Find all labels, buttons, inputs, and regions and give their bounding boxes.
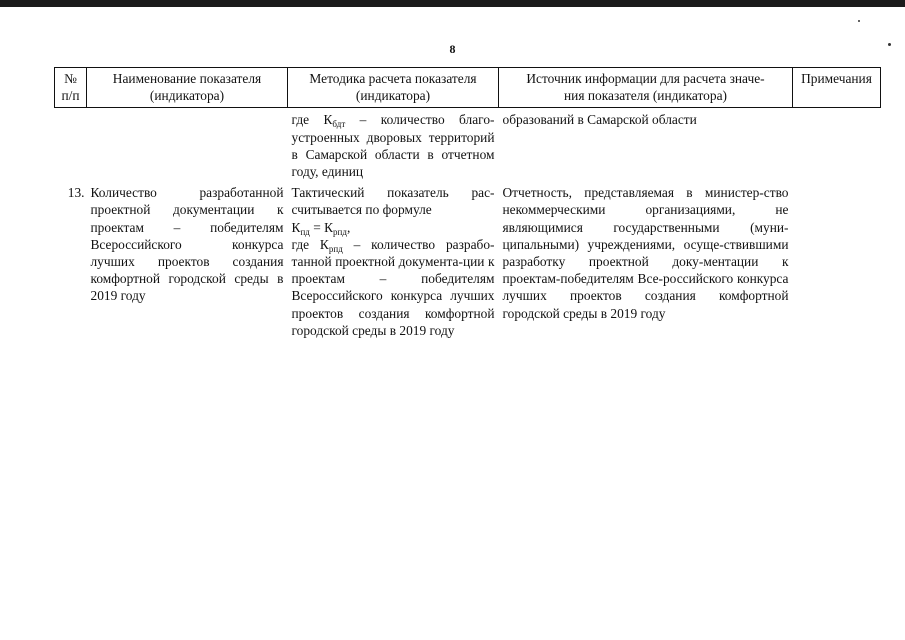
page-top-border [0, 0, 905, 7]
table-header-row [55, 68, 881, 108]
table-row [55, 182, 881, 339]
indicator-table [54, 67, 881, 339]
method-intro: Тактический показатель рас-считывается по формуле [291, 185, 495, 218]
source-cell: образований в Самарской области [502, 112, 697, 128]
indicator-name-cell: Количество разработанной проектной документации к проектам – победителям Всероссийского конкурса лучших проектов создания комфортной городской среды в 2019 году [90, 185, 284, 304]
method-description: где $К_{рпд}$ – количество разрабо-танной проектной документа-ции к проектам – победителям Всероссийского конкурса лучших проектов создания комфортной городской среды в 2019 году [291, 236, 495, 338]
header-indicator-name: Наименование показателя (индикатора) [87, 68, 288, 108]
header-method: Методика расчета показателя (индикатора) [288, 68, 499, 108]
page-number: 8 [449, 42, 456, 56]
scan-speck [858, 20, 860, 22]
formula: $К_{пд} = К_{рпд}$, [291, 219, 351, 237]
row-number: 13. [67, 185, 85, 201]
notes-cell [793, 182, 881, 339]
table-row [55, 108, 881, 182]
method-cell [288, 182, 499, 339]
header-notes: Примечания [793, 68, 881, 108]
header-source: Источник информации для расчета значе- ния показателя (индикатора) [499, 68, 793, 108]
source-cell: Отчетность, представляемая в министер-ство некоммерческими организациями, не являющимися государственными (муни-ципальными) учреждениями, осуще-ствившими разработку проектной доку-ментации к проектам-победителям Все-российского конкурса лучших проектов создания комфортной городской среды в 2019 году [502, 185, 789, 321]
method-cell: где $К_{бдт}$ – количество благо-устроенных дворовых территорий в Самарской области в отчетном году, единиц [291, 112, 495, 180]
header-number: № п/п [55, 68, 87, 108]
